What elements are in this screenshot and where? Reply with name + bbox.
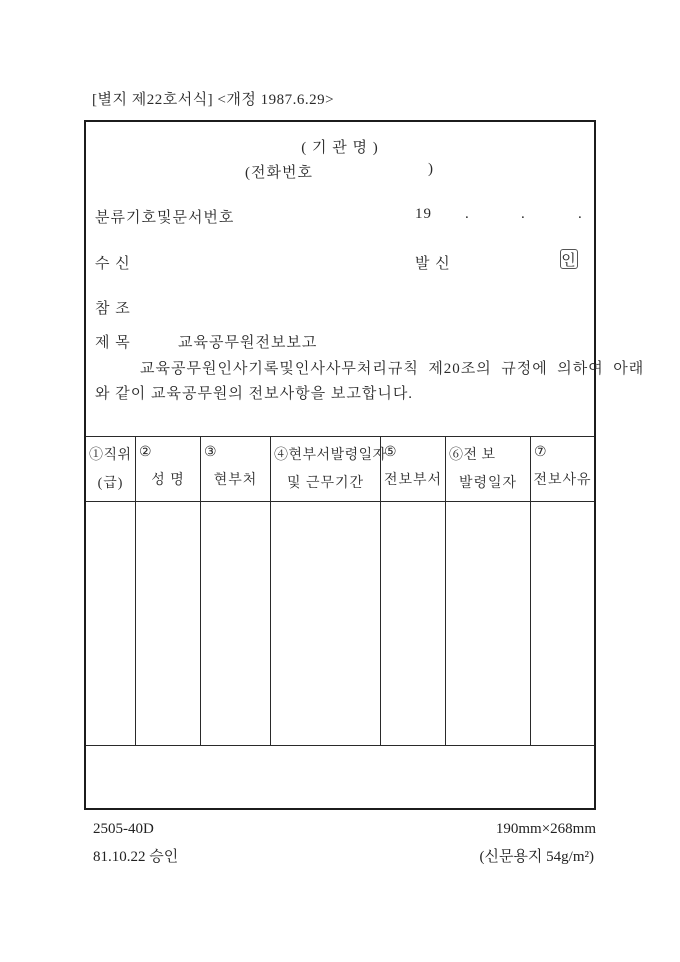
date-dot: . — [521, 206, 526, 222]
column-header-name — [136, 437, 201, 501]
column-header-line2: 성 명 — [151, 473, 185, 488]
letterhead-section — [86, 122, 645, 436]
subject-value: 교육공무원전보보고 — [178, 335, 318, 351]
date-dot: . — [578, 206, 583, 222]
org-name-placeholder: ( 기 관 명 ) — [301, 140, 379, 156]
phone-label-close: ) — [428, 161, 434, 177]
column-header-line1: ③ — [204, 445, 218, 460]
column-header-current-ministry — [201, 437, 271, 501]
column-header-current-appointment — [271, 437, 387, 501]
column-header-line1: ①직위 — [89, 448, 132, 463]
column-header-line1: ⑥전 보 — [449, 448, 496, 463]
table-body-cell — [531, 502, 594, 745]
column-header-position — [86, 437, 136, 501]
column-header-line1: ⑤ — [384, 445, 398, 460]
approval-date: 81.10.22 승인 — [93, 849, 179, 865]
doc-number-label: 분류기호및문서번호 — [95, 210, 235, 226]
table-body-row — [86, 502, 594, 746]
column-header-line2: 및 근무기간 — [286, 476, 365, 491]
phone-label: (전화번호 — [245, 165, 313, 181]
paper-size: 190mm×268mm — [495, 821, 596, 837]
body-text-line1: 교육공무원인사기록및인사사무처리규칙 제20조의 규정에 의하여 아래 — [140, 361, 645, 377]
paper-spec: (신문용지 54g/m²) — [479, 849, 594, 865]
sender-label: 발 신 — [415, 256, 451, 272]
reference-label: 참 조 — [95, 301, 131, 317]
column-header-transfer-date — [446, 437, 531, 501]
document-frame — [84, 120, 645, 810]
column-header-transfer-dept — [381, 437, 446, 501]
table-header-row — [86, 437, 594, 502]
table-body-cell — [136, 502, 201, 745]
table-body-cell — [446, 502, 531, 745]
form-note: [별지 제22호서식] <개정 1987.6.29> — [92, 92, 335, 108]
column-header-line2: 전보사유 — [533, 473, 592, 488]
column-header-transfer-reason — [531, 437, 594, 501]
doc-number-year: 19 — [415, 206, 432, 222]
table-body-cell — [271, 502, 381, 745]
body-text-line2: 와 같이 교육공무원의 전보사항을 보고합니다. — [95, 386, 414, 402]
column-header-line2: 현부처 — [213, 473, 258, 488]
column-header-line2: 발령일자 — [458, 476, 518, 491]
form-code: 2505-40D — [93, 821, 154, 837]
column-header-line2: 전보부서 — [383, 473, 443, 488]
column-header-line2: (급) — [97, 476, 124, 491]
table-body-cell — [86, 502, 136, 745]
table-bottom-strip — [86, 746, 594, 806]
report-table — [86, 436, 594, 806]
subject-label: 제 목 — [95, 335, 131, 351]
table-body-cell — [201, 502, 271, 745]
column-header-line1: ② — [139, 445, 153, 460]
column-header-line1: ④현부서발령일자 — [274, 448, 387, 463]
recipient-label: 수 신 — [95, 256, 131, 272]
column-header-line1: ⑦ — [534, 445, 548, 460]
date-dot: . — [465, 206, 470, 222]
seal-mark: 인 — [560, 249, 578, 269]
table-body-cell — [381, 502, 446, 745]
